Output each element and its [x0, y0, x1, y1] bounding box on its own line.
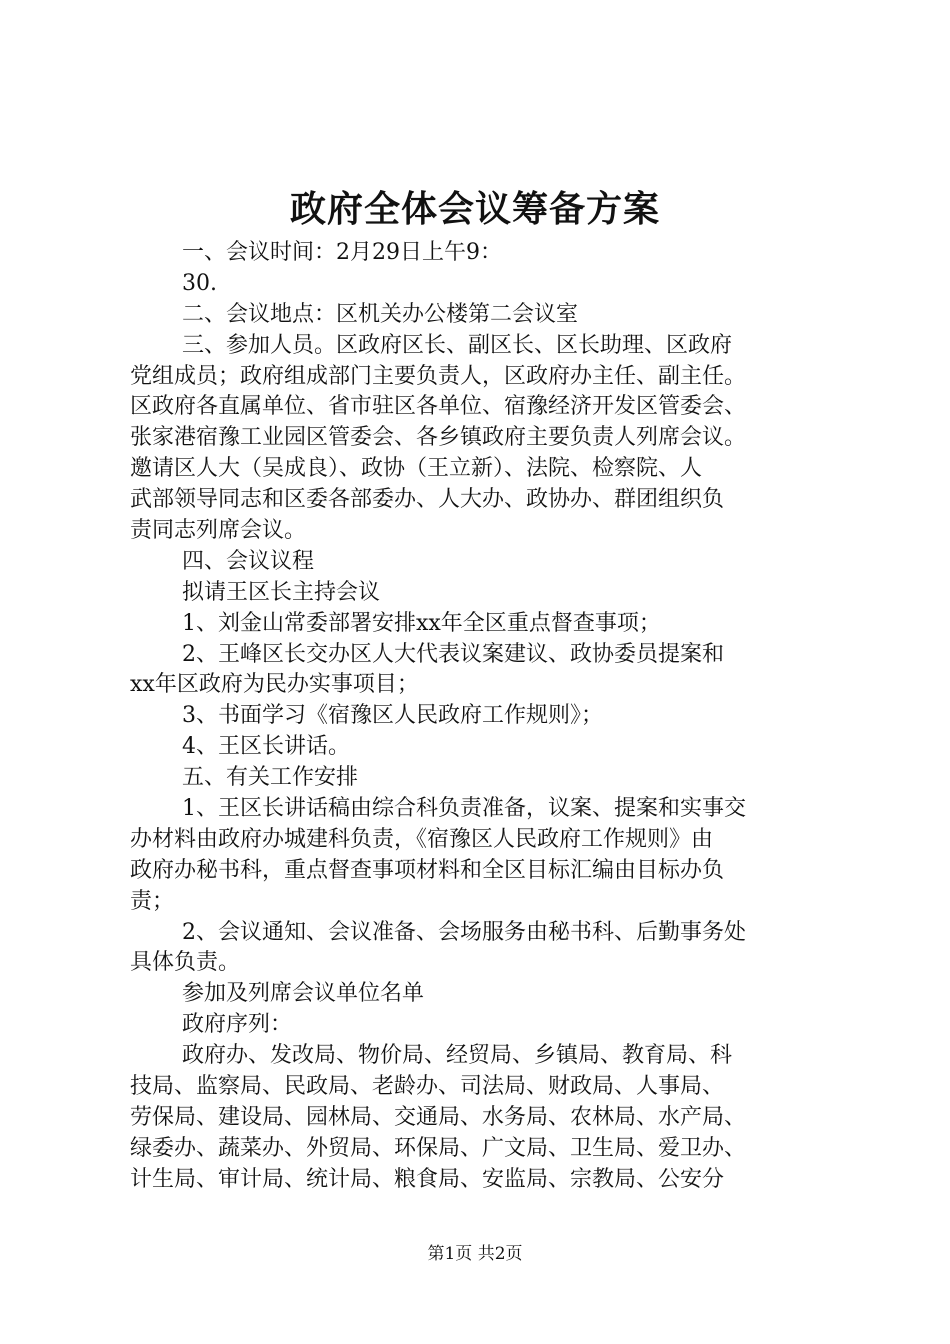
body-line: 武部领导同志和区委各部委办、人大办、政协办、群团组织负 [130, 487, 725, 513]
body-line: 3、书面学习《宿豫区人民政府工作规则》； [182, 703, 603, 729]
body-line: 2、王峰区长交办区人大代表议案建议、政协委员提案和 [182, 641, 724, 667]
body-line: 邀请区人大（吴成良）、政协（王立新）、法院、检察院、人 [130, 456, 703, 482]
document-body [130, 238, 840, 1196]
body-line: 4、王区长讲话。 [182, 734, 350, 760]
body-line: 张家港宿豫工业园区管委会、各乡镇政府主要负责人列席会议。 [130, 425, 747, 451]
body-line: 1、王区长讲话稿由综合科负责准备，议案、提案和实事交 [182, 796, 746, 822]
body-line: 政府序列： [182, 1012, 293, 1038]
body-line: 参加及列席会议单位名单 [182, 981, 425, 1007]
body-line: 1、刘金山常委部署安排xx年全区重点督查事项； [182, 610, 661, 636]
body-line: 政府办秘书科，重点督查事项材料和全区目标汇编由目标办负 [130, 857, 725, 883]
body-line: 2、会议通知、会议准备、会场服务由秘书科、后勤事务处 [182, 919, 746, 945]
body-line: 拟请王区长主持会议 [182, 579, 381, 605]
body-line: 五、有关工作安排 [182, 765, 359, 791]
body-line: 计生局、审计局、统计局、粮食局、安监局、宗教局、公安分 [130, 1166, 725, 1192]
body-line: 党组成员；政府组成部门主要负责人，区政府办主任、副主任。 [130, 363, 747, 389]
body-line: 四、会议议程 [182, 548, 315, 574]
body-line: 具体负责。 [130, 950, 241, 976]
body-line: 区政府各直属单位、省市驻区各单位、宿豫经济开发区管委会、 [130, 394, 747, 420]
body-line: 绿委办、蔬菜办、外贸局、环保局、广文局、卫生局、爱卫办、 [130, 1135, 747, 1161]
body-line: 二、会议地点：区机关办公楼第二会议室 [182, 301, 579, 327]
body-line: 办材料由政府办城建科负责，《宿豫区人民政府工作规则》由 [130, 826, 714, 852]
body-line: 30. [182, 270, 217, 296]
body-line: 责； [130, 888, 175, 914]
body-line: 政府办、发改局、物价局、经贸局、乡镇局、教育局、科 [182, 1043, 733, 1069]
document-title: 政府全体会议筹备方案 [289, 188, 660, 230]
body-line: 技局、监察局、民政局、老龄办、司法局、财政局、人事局、 [130, 1074, 725, 1100]
body-line: xx年区政府为民办实事项目； [130, 672, 419, 698]
body-line: 一、会议时间：2月29日上午9： [182, 240, 502, 265]
body-line: 三、参加人员。区政府区长、副区长、区长助理、区政府 [182, 332, 733, 358]
body-line: 责同志列席会议。 [130, 518, 307, 544]
body-line: 劳保局、建设局、园林局、交通局、水务局、农林局、水产局、 [130, 1104, 747, 1130]
page-number-footer: 第1页 共2页 [427, 1244, 523, 1264]
